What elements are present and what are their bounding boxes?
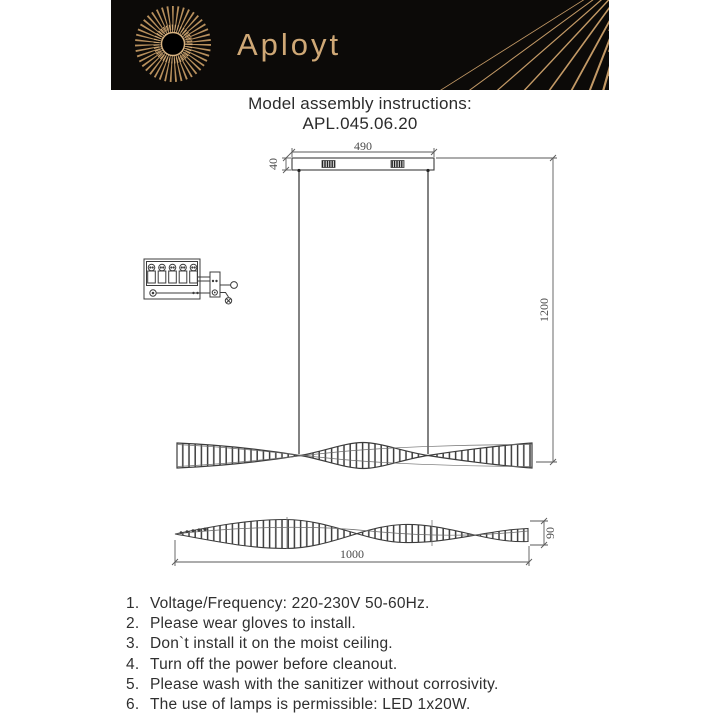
- instruction-text: Don`t install it on the moist ceiling.: [150, 635, 393, 653]
- suspension-cables: [299, 171, 428, 454]
- instructions-list: [124, 594, 604, 715]
- model-number: APL.045.06.20: [302, 114, 418, 133]
- dimension-body-length: [172, 540, 532, 566]
- dim-label-1000: 1000: [340, 547, 364, 561]
- lamp-body-side-view: [175, 517, 528, 549]
- dimension-drop-height: [436, 155, 557, 465]
- instruction-item: [124, 675, 604, 695]
- title-text: Model assembly instructions:: [248, 94, 472, 113]
- instruction-number: 2.: [126, 615, 140, 633]
- instruction-text: Please wash with the sanitizer without corrosivity.: [150, 675, 499, 693]
- lamp-symbol-icon: [231, 282, 238, 289]
- lamp-body-front-view: [177, 443, 532, 469]
- dimension-plate-height: [266, 155, 291, 173]
- dimension-plate-width: [289, 139, 437, 157]
- instruction-number: 3.: [126, 635, 140, 653]
- dim-label-90: 90: [543, 527, 557, 539]
- instruction-text: Please wear gloves to install.: [150, 615, 356, 633]
- mount-block-left: [322, 161, 335, 168]
- instruction-text: Voltage/Frequency: 220-230V 50-60Hz.: [150, 595, 430, 612]
- brand-wordmark: Aployt: [237, 27, 342, 62]
- mount-block-right: [391, 161, 404, 168]
- instruction-item: [124, 594, 604, 614]
- instruction-text: The use of lamps is permissible: LED 1x20W.: [150, 696, 471, 714]
- terminal-screws: [148, 264, 198, 283]
- instruction-number: 4.: [126, 655, 140, 673]
- instruction-item: [124, 695, 604, 715]
- dim-label-490: 490: [354, 139, 372, 153]
- ground-symbol-icon: [225, 298, 231, 304]
- instruction-text: Turn off the power before cleanout.: [150, 655, 398, 673]
- instruction-number: 6.: [126, 696, 140, 714]
- dim-label-1200: 1200: [537, 298, 551, 322]
- dimension-body-height: [530, 518, 557, 548]
- instruction-item: [124, 655, 604, 675]
- instruction-number: 5.: [126, 675, 140, 693]
- instruction-item: [124, 614, 604, 634]
- instruction-number: 1.: [126, 595, 140, 612]
- dim-label-40: 40: [266, 158, 280, 170]
- instruction-item: [124, 634, 604, 654]
- wiring-diagram: [144, 259, 237, 304]
- ceiling-plate: [292, 158, 434, 172]
